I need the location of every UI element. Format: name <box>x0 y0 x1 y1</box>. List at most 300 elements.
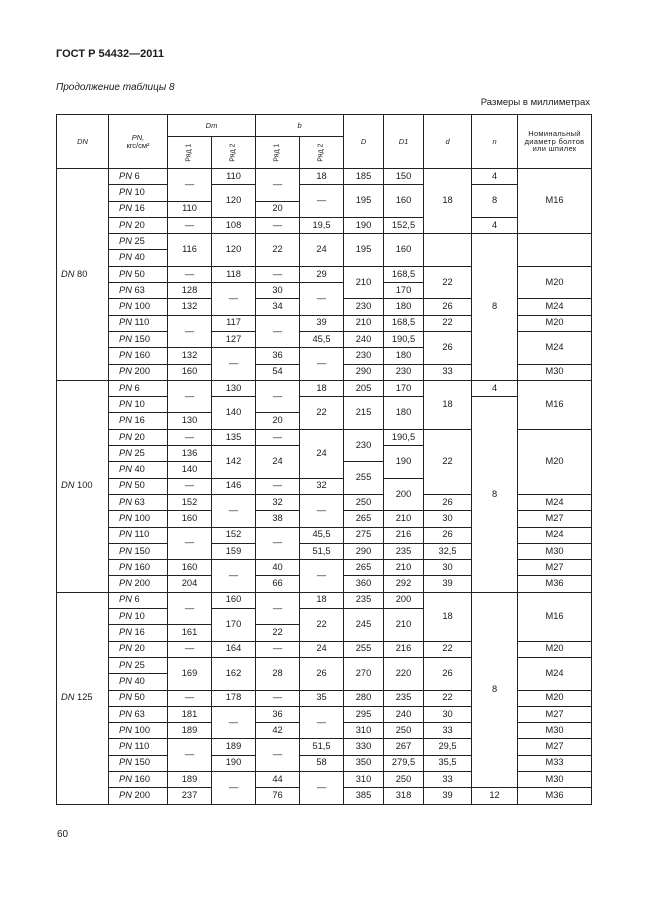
D1-cell: 240 <box>384 706 424 722</box>
D1-cell: 190,5 <box>384 331 424 347</box>
b2-cell: — <box>300 560 344 593</box>
D1-cell: 216 <box>384 527 424 543</box>
D1-cell: 235 <box>384 690 424 706</box>
dm2-cell: 190 <box>212 755 256 771</box>
pn-cell: PN 150 <box>109 543 168 559</box>
b2-cell: 22 <box>300 609 344 642</box>
dm1-cell: — <box>168 641 212 657</box>
b1-cell: 22 <box>256 625 300 641</box>
b2-cell: 26 <box>300 657 344 690</box>
dm1-cell: 128 <box>168 283 212 299</box>
D1-cell: 168,5 <box>384 315 424 331</box>
dm1-cell: 160 <box>168 560 212 576</box>
D-cell: 385 <box>344 788 384 804</box>
dm1-cell: 189 <box>168 771 212 787</box>
bolt-cell: М20 <box>518 266 592 299</box>
header-b-row1: Ряд 1 <box>256 137 300 169</box>
dm1-cell: 160 <box>168 511 212 527</box>
dm2-cell: 135 <box>212 429 256 445</box>
D-cell: 360 <box>344 576 384 592</box>
dm2-cell: 178 <box>212 690 256 706</box>
b1-cell: 20 <box>256 201 300 217</box>
pn-cell: PN 6 <box>109 380 168 396</box>
pn-cell: PN 160 <box>109 560 168 576</box>
b2-cell: 58 <box>300 755 344 771</box>
b2-cell: — <box>300 771 344 804</box>
dm1-cell: — <box>168 429 212 445</box>
flange-dimensions-table <box>56 114 592 805</box>
table-row <box>57 185 592 201</box>
b1-cell: — <box>256 739 300 772</box>
dm2-cell: — <box>212 283 256 316</box>
header-b: b <box>256 115 344 137</box>
D1-cell: 210 <box>384 609 424 642</box>
b1-cell: 22 <box>256 234 300 267</box>
D-cell: 255 <box>344 641 384 657</box>
D1-cell: 318 <box>384 788 424 804</box>
pn-cell: PN 40 <box>109 250 168 266</box>
dm2-cell: 164 <box>212 641 256 657</box>
dm1-cell: 161 <box>168 625 212 641</box>
dm2-cell: 159 <box>212 543 256 559</box>
b1-cell: 54 <box>256 364 300 380</box>
header-dm-row2: Ряд 2 <box>212 137 256 169</box>
pn-cell: PN 16 <box>109 201 168 217</box>
bolt-cell: М36 <box>518 576 592 592</box>
D1-cell: 168,5 <box>384 266 424 282</box>
dm1-cell: 132 <box>168 348 212 364</box>
page-number: 60 <box>57 829 69 840</box>
table-row <box>57 397 592 413</box>
n-cell: 8 <box>472 397 518 593</box>
table-row <box>57 217 592 233</box>
d-cell: 22 <box>424 641 472 657</box>
dm1-cell: 189 <box>168 723 212 739</box>
dn-cell: DN 100 <box>57 380 109 592</box>
D-cell: 195 <box>344 234 384 267</box>
pn-cell: PN 6 <box>109 169 168 185</box>
dm2-cell: 152 <box>212 527 256 543</box>
D-cell: 275 <box>344 527 384 543</box>
D-cell: 230 <box>344 299 384 315</box>
table-row <box>57 380 592 396</box>
n-cell: 8 <box>472 234 518 381</box>
dm1-cell: — <box>168 739 212 772</box>
bolt-cell: М24 <box>518 527 592 543</box>
d-cell: 22 <box>424 315 472 331</box>
bolt-cell: М30 <box>518 723 592 739</box>
dm1-cell: 110 <box>168 201 212 217</box>
d-cell: 30 <box>424 560 472 576</box>
bolt-cell: М33 <box>518 755 592 771</box>
bolt-cell: М16 <box>518 380 592 429</box>
dm2-cell: 142 <box>212 446 256 479</box>
D-cell: 330 <box>344 739 384 755</box>
pn-cell: PN 200 <box>109 364 168 380</box>
b1-cell: 76 <box>256 788 300 804</box>
b1-cell: 30 <box>256 283 300 299</box>
D1-cell: 160 <box>384 234 424 267</box>
D-cell: 280 <box>344 690 384 706</box>
pn-cell: PN 20 <box>109 641 168 657</box>
table-row <box>57 592 592 608</box>
pn-cell: PN 63 <box>109 706 168 722</box>
D-cell: 245 <box>344 609 384 642</box>
d-cell: 33 <box>424 364 472 380</box>
D1-cell: 279,5 <box>384 755 424 771</box>
d-cell: 22 <box>424 429 472 494</box>
pn-cell: PN 200 <box>109 576 168 592</box>
pn-cell: PN 20 <box>109 429 168 445</box>
b2-cell: 51,5 <box>300 739 344 755</box>
pn-cell: PN 110 <box>109 739 168 755</box>
D1-cell: 235 <box>384 543 424 559</box>
dm2-cell: — <box>212 706 256 739</box>
bolt-cell <box>518 234 592 267</box>
header-n: n <box>472 115 518 169</box>
dm1-cell: — <box>168 690 212 706</box>
D-cell: 250 <box>344 494 384 510</box>
dn-cell: DN 80 <box>57 169 109 381</box>
pn-cell: PN 160 <box>109 771 168 787</box>
b2-cell: — <box>300 494 344 527</box>
b1-cell: 40 <box>256 560 300 576</box>
D1-cell: 190,5 <box>384 429 424 445</box>
D1-cell: 210 <box>384 511 424 527</box>
dm2-cell: 120 <box>212 185 256 218</box>
b2-cell: 45,5 <box>300 527 344 543</box>
pn-cell: PN 25 <box>109 446 168 462</box>
dm1-cell: — <box>168 217 212 233</box>
pn-cell: PN 16 <box>109 413 168 429</box>
bolt-cell: М16 <box>518 592 592 641</box>
D1-cell: 152,5 <box>384 217 424 233</box>
pn-cell: PN 150 <box>109 331 168 347</box>
D-cell: 210 <box>344 266 384 299</box>
bolt-cell: М24 <box>518 494 592 510</box>
pn-cell: PN 160 <box>109 348 168 364</box>
pn-cell: PN 50 <box>109 478 168 494</box>
b2-cell: 39 <box>300 315 344 331</box>
D1-cell: 292 <box>384 576 424 592</box>
b1-cell: — <box>256 169 300 202</box>
b1-cell: 32 <box>256 494 300 510</box>
b1-cell: 44 <box>256 771 300 787</box>
header-pn: PN, кгс/см² <box>109 115 168 169</box>
D1-cell: 180 <box>384 397 424 430</box>
D-cell: 265 <box>344 511 384 527</box>
dm2-cell: 130 <box>212 380 256 396</box>
d-cell: 29,5 <box>424 739 472 755</box>
D-cell: 205 <box>344 380 384 396</box>
dm1-cell: — <box>168 592 212 625</box>
D1-cell: 170 <box>384 380 424 396</box>
pn-cell: PN 40 <box>109 674 168 690</box>
D-cell: 290 <box>344 543 384 559</box>
header-dm: Dm <box>168 115 256 137</box>
dm1-cell: 132 <box>168 299 212 315</box>
bolt-cell: М20 <box>518 690 592 706</box>
b2-cell: — <box>300 706 344 739</box>
bolt-cell: М27 <box>518 511 592 527</box>
table-row <box>57 234 592 250</box>
dm2-cell: 127 <box>212 331 256 347</box>
bolt-cell: М27 <box>518 706 592 722</box>
D-cell: 185 <box>344 169 384 185</box>
d-cell: 26 <box>424 299 472 315</box>
dm2-cell: 117 <box>212 315 256 331</box>
b1-cell: 36 <box>256 348 300 364</box>
dm2-cell: — <box>212 348 256 381</box>
b2-cell: 24 <box>300 641 344 657</box>
dm2-cell: 120 <box>212 234 256 267</box>
header-dm-row1: Ряд 1 <box>168 137 212 169</box>
D-cell: 190 <box>344 217 384 233</box>
dm1-cell: — <box>168 380 212 413</box>
D-cell: 310 <box>344 723 384 739</box>
pn-cell: PN 10 <box>109 397 168 413</box>
bolt-cell: М20 <box>518 641 592 657</box>
dm1-cell: 160 <box>168 364 212 380</box>
pn-cell: PN 40 <box>109 462 168 478</box>
dm1-cell: 140 <box>168 462 212 478</box>
pn-cell: PN 20 <box>109 217 168 233</box>
bolt-cell: М27 <box>518 739 592 755</box>
table-continuation-caption: Продолжение таблицы 8 <box>56 82 175 93</box>
pn-cell: PN 10 <box>109 185 168 201</box>
d-cell: 33 <box>424 771 472 787</box>
header-dn: DN <box>57 115 109 169</box>
header-d: d <box>424 115 472 169</box>
D-cell: 210 <box>344 315 384 331</box>
bolt-cell: М24 <box>518 657 592 690</box>
n-cell: 4 <box>472 217 518 233</box>
bolt-cell: М30 <box>518 771 592 787</box>
D1-cell: 220 <box>384 657 424 690</box>
b1-cell: — <box>256 527 300 560</box>
dm2-cell: — <box>212 494 256 527</box>
D1-cell: 200 <box>384 592 424 608</box>
D1-cell: 190 <box>384 446 424 479</box>
pn-cell: PN 63 <box>109 494 168 510</box>
n-cell: 4 <box>472 380 518 396</box>
D1-cell: 230 <box>384 364 424 380</box>
d-cell: 35,5 <box>424 755 472 771</box>
dm1-cell: 204 <box>168 576 212 592</box>
pn-cell: PN 110 <box>109 527 168 543</box>
b1-cell: — <box>256 266 300 282</box>
D1-cell: 216 <box>384 641 424 657</box>
dm2-cell: 110 <box>212 169 256 185</box>
header-D: D <box>344 115 384 169</box>
dm2-cell: 118 <box>212 266 256 282</box>
dm1-cell: 116 <box>168 234 212 267</box>
dm2-cell: 170 <box>212 609 256 642</box>
d-cell: 18 <box>424 592 472 641</box>
units-note: Размеры в миллиметрах <box>480 97 590 108</box>
dm1-cell: — <box>168 315 212 348</box>
bolt-cell: М20 <box>518 429 592 494</box>
d-cell: 26 <box>424 331 472 364</box>
d-cell: 26 <box>424 657 472 690</box>
header-bolt-diameter: Номинальный диаметр болтов или шпилек <box>518 115 592 169</box>
pn-cell: PN 150 <box>109 755 168 771</box>
b1-cell: — <box>256 592 300 625</box>
b2-cell: 45,5 <box>300 331 344 347</box>
D1-cell: 150 <box>384 169 424 185</box>
n-cell: 8 <box>472 185 518 218</box>
D1-cell: 250 <box>384 771 424 787</box>
b1-cell: 34 <box>256 299 300 315</box>
dm2-cell: 146 <box>212 478 256 494</box>
document-header: ГОСТ Р 54432—2011 <box>56 48 164 60</box>
dm2-cell: — <box>212 771 256 804</box>
dm1-cell: 169 <box>168 657 212 690</box>
pn-cell: PN 63 <box>109 283 168 299</box>
table-row <box>57 169 592 185</box>
dm2-cell: 162 <box>212 657 256 690</box>
D-cell: 310 <box>344 771 384 787</box>
b2-cell: 19,5 <box>300 217 344 233</box>
b1-cell: 36 <box>256 706 300 722</box>
dm1-cell: 136 <box>168 446 212 462</box>
bolt-cell: М16 <box>518 169 592 234</box>
D1-cell: 210 <box>384 560 424 576</box>
d-cell: 22 <box>424 690 472 706</box>
d-cell: 32,5 <box>424 543 472 559</box>
D-cell: 265 <box>344 560 384 576</box>
D-cell: 350 <box>344 755 384 771</box>
dm1-cell: — <box>168 266 212 282</box>
pn-cell: PN 16 <box>109 625 168 641</box>
b2-cell: — <box>300 185 344 218</box>
b2-cell: 29 <box>300 266 344 282</box>
b2-cell: 22 <box>300 397 344 430</box>
D1-cell: 250 <box>384 723 424 739</box>
pn-cell: PN 50 <box>109 690 168 706</box>
pn-cell: PN 10 <box>109 609 168 625</box>
D1-cell: 200 <box>384 478 424 511</box>
b1-cell: — <box>256 478 300 494</box>
dm2-cell: 160 <box>212 592 256 608</box>
pn-cell: PN 100 <box>109 723 168 739</box>
pn-cell: PN 200 <box>109 788 168 804</box>
b2-cell: 18 <box>300 592 344 608</box>
b1-cell: 24 <box>256 446 300 479</box>
d-cell: 18 <box>424 380 472 429</box>
dn-cell: DN 125 <box>57 592 109 804</box>
n-cell: 12 <box>472 788 518 804</box>
dm1-cell: — <box>168 527 212 560</box>
pn-cell: PN 100 <box>109 299 168 315</box>
b2-cell: — <box>300 348 344 381</box>
bolt-cell: М24 <box>518 331 592 364</box>
b1-cell: — <box>256 315 300 348</box>
n-cell: 8 <box>472 592 518 788</box>
D-cell: 235 <box>344 592 384 608</box>
pn-cell: PN 100 <box>109 511 168 527</box>
n-cell: 4 <box>472 169 518 185</box>
d-cell: 22 <box>424 266 472 299</box>
pn-cell: PN 25 <box>109 234 168 250</box>
header-D1: D1 <box>384 115 424 169</box>
header-b-row2: Ряд 2 <box>300 137 344 169</box>
bolt-cell: М27 <box>518 560 592 576</box>
dm2-cell: 140 <box>212 397 256 430</box>
D-cell: 255 <box>344 462 384 495</box>
b1-cell: 66 <box>256 576 300 592</box>
dm1-cell: 130 <box>168 413 212 429</box>
bolt-cell: М30 <box>518 364 592 380</box>
pn-cell: PN 25 <box>109 657 168 673</box>
b1-cell: 38 <box>256 511 300 527</box>
b1-cell: — <box>256 217 300 233</box>
b1-cell: — <box>256 690 300 706</box>
b2-cell: 18 <box>300 380 344 396</box>
D-cell: 295 <box>344 706 384 722</box>
dm2-cell: — <box>212 560 256 593</box>
D1-cell: 170 <box>384 283 424 299</box>
pn-cell: PN 50 <box>109 266 168 282</box>
bolt-cell: М20 <box>518 315 592 331</box>
b1-cell: 28 <box>256 657 300 690</box>
d-cell: 30 <box>424 706 472 722</box>
D-cell: 230 <box>344 348 384 364</box>
bolt-cell: М24 <box>518 299 592 315</box>
d-cell: 26 <box>424 527 472 543</box>
D-cell: 270 <box>344 657 384 690</box>
d-cell <box>424 234 472 267</box>
dm1-cell: 181 <box>168 706 212 722</box>
dm1-cell: — <box>168 478 212 494</box>
b2-cell: 24 <box>300 234 344 267</box>
d-cell: 39 <box>424 576 472 592</box>
pn-cell: PN 6 <box>109 592 168 608</box>
d-cell: 18 <box>424 169 472 234</box>
b1-cell: — <box>256 641 300 657</box>
d-cell: 26 <box>424 494 472 510</box>
dm2-cell: 108 <box>212 217 256 233</box>
b1-cell: 42 <box>256 723 300 739</box>
d-cell: 30 <box>424 511 472 527</box>
b2-cell: 18 <box>300 169 344 185</box>
D-cell: 240 <box>344 331 384 347</box>
dm2-cell: 189 <box>212 739 256 755</box>
bolt-cell: М36 <box>518 788 592 804</box>
b2-cell: 32 <box>300 478 344 494</box>
b2-cell: 51,5 <box>300 543 344 559</box>
D1-cell: 267 <box>384 739 424 755</box>
b2-cell: 24 <box>300 429 344 478</box>
D-cell: 215 <box>344 397 384 430</box>
b1-cell: — <box>256 380 300 413</box>
dm1-cell: 237 <box>168 788 212 804</box>
D1-cell: 180 <box>384 348 424 364</box>
D-cell: 195 <box>344 185 384 218</box>
b2-cell: — <box>300 283 344 316</box>
D1-cell: 180 <box>384 299 424 315</box>
b1-cell: — <box>256 429 300 445</box>
d-cell: 33 <box>424 723 472 739</box>
table-body <box>57 169 592 805</box>
pn-cell: PN 110 <box>109 315 168 331</box>
D-cell: 230 <box>344 429 384 462</box>
D-cell: 290 <box>344 364 384 380</box>
bolt-cell: М30 <box>518 543 592 559</box>
d-cell: 39 <box>424 788 472 804</box>
b2-cell: 35 <box>300 690 344 706</box>
D1-cell: 160 <box>384 185 424 218</box>
